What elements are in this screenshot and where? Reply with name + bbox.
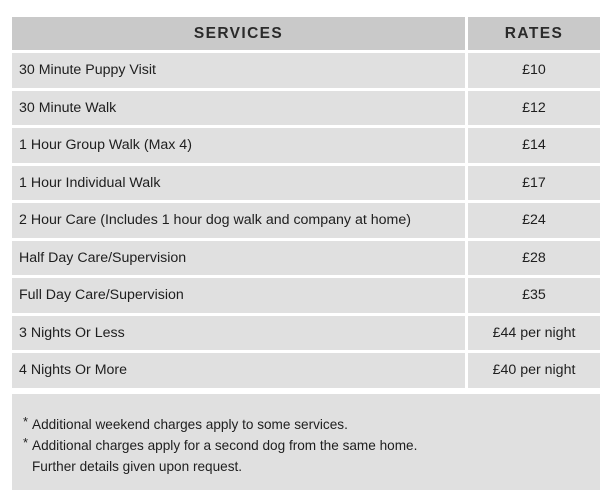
service-name: 1 Hour Individual Walk: [12, 166, 468, 204]
rates-header: RATES: [468, 17, 600, 53]
service-name: Full Day Care/Supervision: [12, 278, 468, 316]
service-name: 1 Hour Group Walk (Max 4): [12, 128, 468, 166]
table-row: [12, 166, 600, 204]
service-rate: £10: [468, 53, 600, 91]
table-row: [12, 91, 600, 129]
service-name: 2 Hour Care (Includes 1 hour dog walk and company at home): [12, 203, 468, 241]
footnote-details: Further details given upon request.: [32, 459, 243, 474]
footnote-text: Additional weekend charges apply to some services.: [32, 417, 348, 432]
service-name: 3 Nights Or Less: [12, 316, 468, 354]
table-row: [12, 241, 600, 279]
price-table: [12, 17, 600, 391]
table-row: [12, 203, 600, 241]
service-name: 4 Nights Or More: [12, 353, 468, 391]
service-rate: £40 per night: [468, 353, 600, 391]
footnote-text: Additional charges apply for a second dog from the same home.: [32, 438, 418, 453]
table-row: [12, 53, 600, 91]
service-rate: £14: [468, 128, 600, 166]
table-row: [12, 316, 600, 354]
footnote-asterisk: *: [23, 414, 29, 429]
table-header-row: [12, 17, 600, 53]
footnote-asterisk: *: [23, 435, 29, 450]
service-rate: £44 per night: [468, 316, 600, 354]
service-name: 30 Minute Puppy Visit: [12, 53, 468, 91]
services-header: SERVICES: [12, 17, 468, 53]
service-rate: £12: [468, 91, 600, 129]
service-name: Half Day Care/Supervision: [12, 241, 468, 279]
service-rate: £35: [468, 278, 600, 316]
service-name: 30 Minute Walk: [12, 91, 468, 129]
footnote-second-dog: [23, 435, 600, 456]
service-rate: £24: [468, 203, 600, 241]
footnotes: [12, 394, 600, 490]
service-rate: £28: [468, 241, 600, 279]
table-row: [12, 353, 600, 391]
footnote-weekend: [23, 414, 600, 435]
service-rate: £17: [468, 166, 600, 204]
table-row: [12, 128, 600, 166]
table-row: [12, 278, 600, 316]
